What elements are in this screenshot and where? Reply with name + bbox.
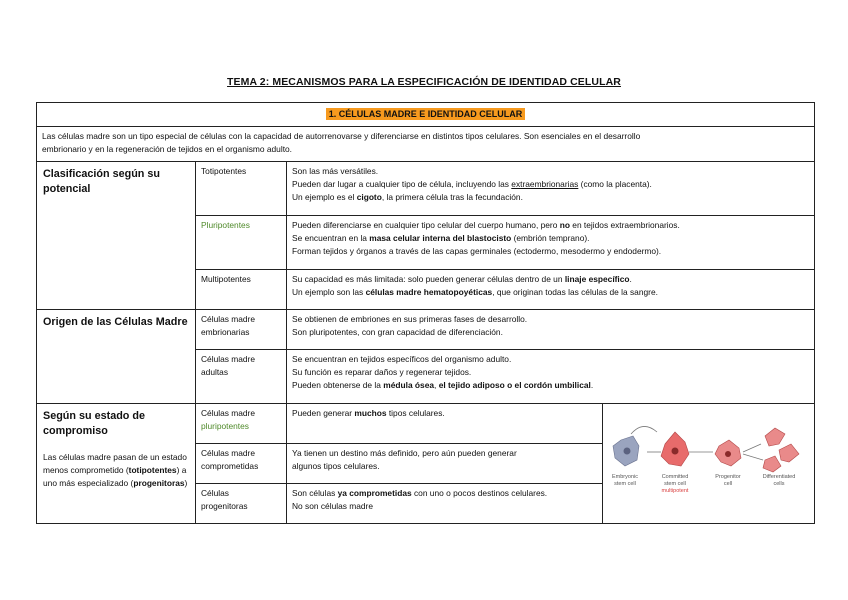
document-title: TEMA 2: MECANISMOS PARA LA ESPECIFICACIÓN DE IDENTIDAD CELULAR bbox=[227, 76, 621, 88]
desc-pluripotentes bbox=[287, 216, 815, 270]
label-adultas: Células madre adultas bbox=[196, 350, 287, 404]
diagram-caption-highlight: multipotent bbox=[661, 487, 689, 494]
compromiso-note: Las células madre pasan de un estado menos comprometido (totipotentes) a uno más especializado (progenitoras) bbox=[43, 452, 188, 488]
desc-comprometidas bbox=[287, 444, 603, 484]
desc-line: Un ejemplo es el cigoto, la primera célula tras la fecundación. bbox=[292, 192, 523, 202]
section-header: 1. CÉLULAS MADRE E IDENTIDAD CELULAR bbox=[326, 108, 526, 120]
cell-nucleus bbox=[672, 447, 679, 454]
differentiated-cell bbox=[779, 444, 799, 462]
content-table bbox=[36, 102, 815, 524]
commitment-diagram bbox=[603, 414, 814, 514]
diagram-caption: cell bbox=[723, 480, 733, 487]
label-progenitoras: Células progenitoras bbox=[196, 484, 287, 524]
intro-line-1: Las células madre son un tipo especial de células con la capacidad de autorrenovarse y diferenciarse en distintos tipos celulares. Son esenciales en el desarrollo bbox=[42, 131, 641, 141]
desc-embrionarias bbox=[287, 310, 815, 350]
label-totipotentes: Totipotentes bbox=[196, 162, 287, 216]
desc-line: Pueden diferenciarse en cualquier tipo celular del cuerpo humano, pero no en tejidos extraembrionarios. bbox=[292, 220, 680, 230]
label-pluri-compromiso: Células madre pluripotentes bbox=[196, 404, 287, 444]
desc-line: algunos tipos celulares. bbox=[292, 461, 380, 471]
differentiated-cell bbox=[765, 428, 785, 446]
desc-line: Son pluripotentes, con gran capacidad de diferenciación. bbox=[292, 327, 503, 337]
category-potencial: Clasificación según su potencial bbox=[37, 162, 196, 310]
intro-row bbox=[37, 127, 815, 162]
desc-line: Se encuentran en tejidos específicos del organismo adulto. bbox=[292, 354, 512, 364]
arrow bbox=[743, 444, 761, 452]
diagram-caption: Progenitor bbox=[715, 473, 741, 480]
desc-line: Pueden obtenerse de la médula ósea, el tejido adiposo o el cordón umbilical. bbox=[292, 380, 594, 390]
diagram-caption: stem cell bbox=[664, 480, 686, 487]
diagram-caption: stem cell bbox=[614, 480, 636, 487]
differentiated-cell bbox=[763, 456, 781, 472]
desc-line: Se encuentran en la masa celular interna del blastocisto (embrión temprano). bbox=[292, 233, 590, 243]
label-multipotentes: Multipotentes bbox=[196, 270, 287, 310]
desc-multipotentes bbox=[287, 270, 815, 310]
desc-progenitoras bbox=[287, 484, 603, 524]
arrow bbox=[631, 426, 657, 434]
diagram-caption: Embryonic bbox=[612, 473, 638, 480]
label-comprometidas: Células madre comprometidas bbox=[196, 444, 287, 484]
desc-line: Un ejemplo son las células madre hematopoyéticas, que originan todas las células de la sangre. bbox=[292, 287, 658, 297]
desc-line: Son las más versátiles. bbox=[292, 166, 379, 176]
desc-line: Pueden dar lugar a cualquier tipo de célula, incluyendo las extraembrionarias (como la placenta). bbox=[292, 179, 652, 189]
table-row bbox=[37, 404, 815, 444]
desc-line: Pueden generar muchos tipos celulares. bbox=[292, 408, 445, 418]
desc-line: No son células madre bbox=[292, 501, 373, 511]
table-row bbox=[37, 310, 815, 350]
term-masa-celular: masa celular interna del blastocisto bbox=[369, 233, 512, 243]
desc-line: Ya tienen un destino más definido, pero aún pueden generar bbox=[292, 448, 517, 458]
cell-nucleus bbox=[624, 447, 631, 454]
label-pluripotentes: Pluripotentes bbox=[196, 216, 287, 270]
category-compromiso: Según su estado de compromiso Las células madre pasan de un estado menos comprometido (totipotentes) a uno más especializado (progenitoras) bbox=[37, 404, 196, 524]
term-cigoto: cigoto bbox=[356, 192, 382, 202]
category-origen: Origen de las Células Madre bbox=[37, 310, 196, 404]
desc-line: Su función es reparar daños y regenerar tejidos. bbox=[292, 367, 472, 377]
section-header-cell bbox=[37, 103, 815, 127]
intro-cell bbox=[37, 127, 815, 162]
desc-pluri-compromiso bbox=[287, 404, 603, 444]
desc-totipotentes bbox=[287, 162, 815, 216]
desc-line: Su capacidad es más limitada: solo pueden generar células dentro de un linaje específico. bbox=[292, 274, 632, 284]
section-header-row bbox=[37, 103, 815, 127]
cell-nucleus bbox=[725, 451, 731, 457]
label-embrionarias: Células madre embrionarias bbox=[196, 310, 287, 350]
diagram-caption: Differentiated bbox=[762, 473, 796, 480]
diagram-caption: cells bbox=[773, 480, 785, 487]
desc-line: Son células ya comprometidas con uno o pocos destinos celulares. bbox=[292, 488, 548, 498]
table-row bbox=[37, 162, 815, 216]
intro-line-2: embrionario y en la regeneración de tejidos en el organismo adulto. bbox=[42, 144, 293, 154]
arrow bbox=[743, 454, 763, 460]
commitment-diagram-cell bbox=[603, 404, 815, 524]
diagram-caption: Committed bbox=[661, 473, 689, 480]
term-extraembrionarias: extraembrionarias bbox=[511, 179, 579, 189]
desc-adultas bbox=[287, 350, 815, 404]
desc-line: Forman tejidos y órganos a través de las capas germinales (ectodermo, mesodermo y endodermo). bbox=[292, 246, 662, 256]
desc-line: Se obtienen de embriones en sus primeras fases de desarrollo. bbox=[292, 314, 528, 324]
